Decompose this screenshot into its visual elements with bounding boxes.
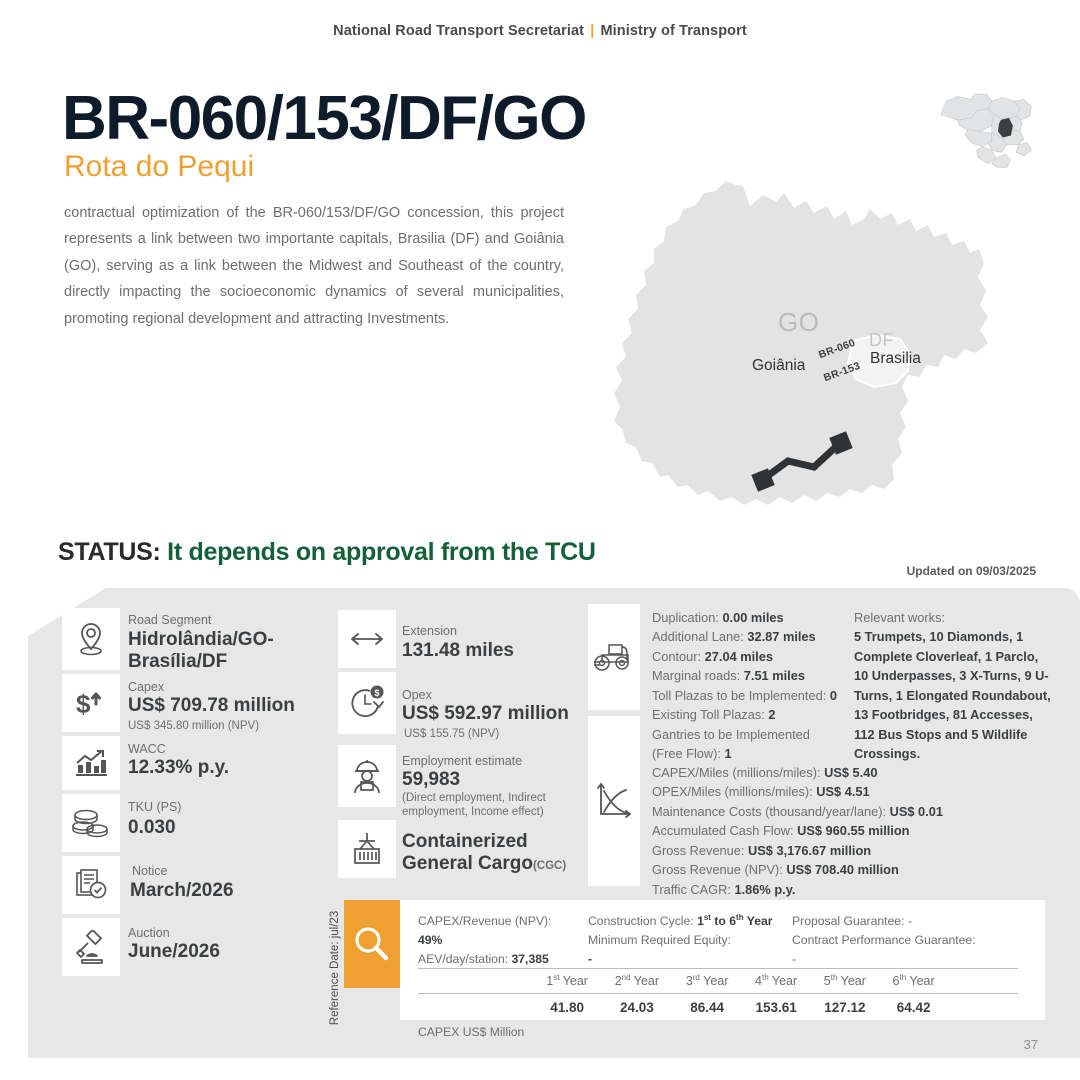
works-line-gantries: Gantries to be Implemented (Free Flow): 1 [652,726,810,762]
page-subtitle: Rota do Pequi [64,150,255,183]
metric-label-auction: Auction [128,926,170,940]
bottom-capex-revenue: CAPEX/Revenue (NPV): 49% [418,914,552,947]
works-line-marginal-roads: Marginal roads: 7.51 miles [652,668,805,684]
bottom-aev: AEV/day/station: 37,385 [418,951,549,966]
capex-year-table [418,968,1018,1021]
relevant-works-heading: Relevant works: [854,610,946,625]
bottom-col2 [588,912,783,969]
updated-on-text: Updated on 09/03/2025 [906,564,1036,578]
metric-tile-wacc [62,736,120,790]
table-cell-spacer [948,994,1018,1022]
metric-value-opex: US$ 592.97 million [402,703,569,724]
map-label-go: GO [778,307,820,337]
map-city-brasilia: Brasilia [870,350,921,367]
financials-tile [588,716,640,886]
metric-tile-road-segment [62,608,120,670]
bar-chart-trend-icon [73,747,109,779]
metric-label-employment: Employment estimate [402,754,523,768]
coins-icon [72,807,110,839]
table-cell-year-6: 64.42 [896,1000,931,1016]
dollar-growth-icon [74,686,108,720]
svg-text:$: $ [374,688,380,698]
metric-value-road-segment: Hidrolândia/GO- Brasília/DF [128,629,274,672]
table-header-blank [418,969,533,994]
metric-value-tku: 0.030 [128,817,176,838]
fin-line-capex-miles: CAPEX/Miles (millions/miles): US$ 5.40 [652,765,878,780]
relevant-works-block [854,608,1054,764]
capex-caption: CAPEX US$ Million [418,1025,525,1039]
financials-list [652,763,982,899]
metric-tile-opex [338,672,396,734]
table-header-year-2: 2nd Year [601,969,672,994]
map-label-df: DF [869,330,894,350]
metric-tile-employment [338,745,396,807]
location-pin-icon [74,621,108,657]
metric-label-tku: TKU (PS) [128,800,182,814]
table-header-year-6: 6th Year [879,969,948,994]
works-tile [588,604,640,710]
header-ministry: Ministry of Transport [600,23,747,39]
goias-state-map [608,175,1078,535]
fin-line-gross-revenue: Gross Revenue: US$ 3,176.67 million [652,842,872,858]
metric-tile-cargo [338,820,396,878]
svg-text:$: $ [76,689,91,719]
worker-icon [350,757,384,795]
axes-curve-icon [594,781,634,821]
table-cell-year-4: 153.61 [755,1000,797,1016]
header-organization: National Road Transport Secretariat [333,23,585,39]
works-line-duplication: Duplication: 0.00 miles [652,610,784,625]
metric-tile-auction [62,918,120,976]
table-cell-year-2: 24.03 [619,1000,654,1016]
metric-sub-opex: US$ 155.75 (NPV) [404,728,500,740]
metric-tile-capex [62,674,120,732]
fin-line-opex-miles: OPEX/Miles (millions/miles): US$ 4.51 [652,784,870,800]
bottom-proposal-guarantee: Proposal Guarantee: - [792,914,912,928]
bottom-construction-cycle: Construction Cycle: 1st to 6th Year [588,913,773,929]
document-check-icon [74,868,108,902]
metric-value-capex: US$ 709.78 million [128,695,295,716]
table-header-spacer [948,969,1018,994]
table-header-row [418,969,1018,994]
gavel-icon [74,930,108,964]
magnifier-icon [352,924,392,964]
table-cell-year-1: 41.80 [550,1000,585,1016]
bottom-min-equity: Minimum Required Equity: - [588,932,731,966]
works-list [652,608,857,764]
table-row [418,994,1018,1022]
works-line-contour: Contour: 27.04 miles [652,648,773,664]
metric-value-employment: 59,983 [402,769,461,790]
works-line-toll-plazas-existing: Existing Toll Plazas: 2 [652,707,776,723]
metric-label-road-segment: Road Segment [128,613,212,627]
metric-label-wacc: WACC [128,742,166,756]
metric-sub-capex: US$ 345.80 million (NPV) [128,720,260,732]
metric-label-notice: Notice [132,864,168,878]
metric-value-cargo: Containerized General Cargo(CGC) [402,831,567,874]
metric-value-wacc: 12.33% p.y. [128,757,230,778]
status-label: STATUS: [58,538,161,566]
map-road-label-br060: BR-060 [817,336,857,362]
table-cell-year-5: 127.12 [824,1000,866,1016]
metric-label-capex: Capex [128,680,165,694]
table-cell-blank [418,994,533,1022]
metric-tile-extension [338,610,396,668]
table-header-year-4: 4th Year [742,969,811,994]
fin-line-gross-revenue-npv: Gross Revenue (NPV): US$ 708.40 million [652,862,899,878]
clock-money-icon [348,684,386,722]
table-header-year-3: 3rd Year [672,969,741,994]
metric-value-auction: June/2026 [128,941,220,962]
status-line [58,538,596,567]
brazil-locator-map-icon [930,88,1045,173]
road-roller-icon [592,642,636,672]
metric-label-opex: Opex [402,688,432,702]
table-cell-year-3: 86.44 [690,1000,724,1016]
reference-date-strip [326,900,344,1036]
works-line-toll-plazas-new: Toll Plazas to be Implemented: 0 [652,687,837,703]
metric-value-extension: 131.48 miles [402,640,514,661]
metric-sub-cargo: (CGC) [532,859,567,872]
map-city-goiania: Goiânia [752,357,806,374]
bottom-col3 [792,912,1002,969]
works-line-additional-lane: Additional Lane: 32.87 miles [652,629,816,645]
table-header-year-5: 5th Year [810,969,879,994]
bottom-contract-guarantee: Contract Performance Guarantee: - [792,932,976,966]
fin-line-traffic-cagr: Traffic CAGR: 1.86% p.y. [652,881,796,897]
magnifier-block [344,900,400,988]
fin-line-maintenance: Maintenance Costs (thousand/year/lane): US$ 0.01 [652,803,943,819]
map-road-label-br153: BR-153 [822,359,862,385]
metric-value-notice: March/2026 [130,880,234,901]
project-description: contractual optimization of the BR-060/153/DF/GO concession, this project represents a link between two importante capitals, Brasilia (DF) and Goiânia (GO), serving as a link between the Midwest and Southeast of the country, directly impacting the socioeconomic dynamics of several municipalities, promoting regional development and attracting Investments. [64,205,564,327]
table-header-year-1: 1st Year [533,969,601,994]
reference-date-text: Reference Date: jul/23 [329,910,341,1026]
page-title: BR-060/153/DF/GO [62,84,586,153]
metric-tile-notice [62,856,120,914]
arrows-horizontal-icon [350,629,384,649]
metric-label-extension: Extension [402,624,457,638]
page-number: 37 [1023,1037,1038,1052]
status-value: It depends on approval from the TCU [167,538,596,566]
bottom-col1 [418,912,578,969]
metric-tile-tku [62,794,120,852]
metric-sub-employment: (Direct employment, Indirect employment, Income effect) [402,792,546,819]
relevant-works-text: 5 Trumpets, 10 Diamonds, 1 Complete Cloverleaf, 1 Parclo, 10 Underpasses, 3 X-Turns, 9 U-Turns, 1 Elongated Roundabout, 13 Footbridges, 81 Accesses, 112 Bus Stops and 5 Wildlife Crossings. [854,629,1051,762]
header-separator: | [590,23,595,39]
header-bar [0,23,1080,39]
fin-line-cash-flow: Accumulated Cash Flow: US$ 960.55 million [652,823,910,839]
container-icon [349,831,385,867]
